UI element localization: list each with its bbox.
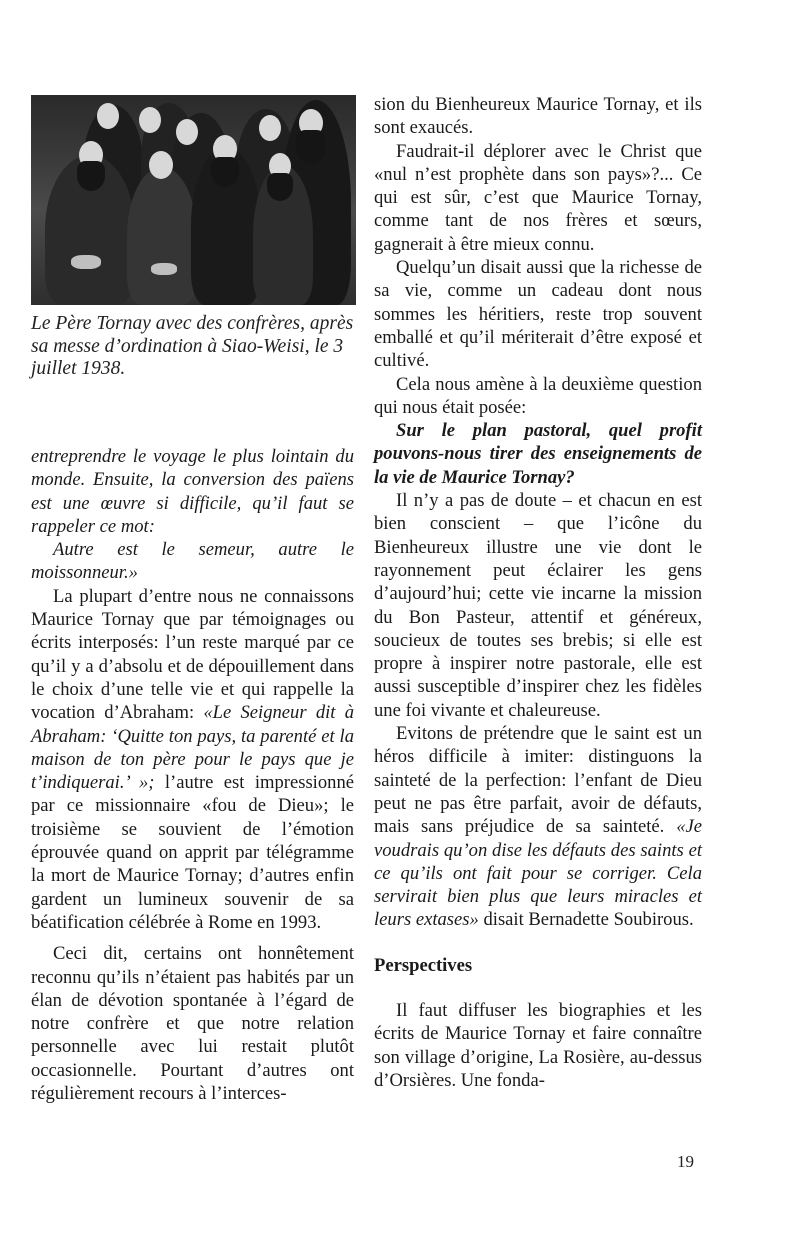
text-run: l’autre est impressionné par ce missionnaire «fou de Dieu»; le troisième se souvient de l’émotion éprouvée quand on apprit par télégramme la mort de Maurice Tornay; d’autres enfin gardent un lumineux souvenir de sa béatification célébrée à Rome en 1993.	[31, 772, 354, 933]
paragraph: Cela nous amène à la deuxième question qui nous était posée:	[374, 373, 702, 418]
paragraph: Ceci dit, certains ont honnêtement reconnu qu’ils n’étaient pas habités par un élan de dévotion spontanée à l’égard de notre confrère et que notre relation personnelle avec lui restait plutôt occasionnelle. Pourtant d’autres ont régulièrement recours à l’interces-	[31, 943, 354, 1105]
paragraph: entreprendre le voyage le plus lointain du monde. Ensuite, la conversion des païens est une œuvre si difficile, qu’il faut se rappeler ce mot:	[31, 446, 354, 537]
paragraph: Quelqu’un disait aussi que la richesse de sa vie, comme un cadeau dont nous sommes les héritiers, reste trop souvent emballé et qu’il mériterait d’être exposé et cultivé.	[374, 257, 702, 372]
abraham-quote: «Le Seigneur dit à Abraham: ‘Quitte ton pays, ta parenté et la maison de ton père pour le pays que je t’indiquerai.’ »;	[31, 702, 354, 794]
paragraph: Il n’y a pas de doute – et chacun en est bien conscient – que l’icône du Bienheureux illustre une vie dont le rayonnement peut éclairer les gens d’aujourd’hui; cette vie incarne la mission du Bon Pasteur, attentif et généreux, soucieux de toutes ses brebis; si elle est propre à inspirer notre pastorale, elle est aussi susceptible d’inspirer chez les fidèles une foi vivante et chaleureuse.	[374, 490, 702, 721]
text-run: disait Bernadette Soubirous.	[478, 909, 694, 931]
right-column	[374, 93, 702, 1092]
paragraph: Il faut diffuser les biographies et les écrits de Maurice Tornay et faire connaître son village d’origine, La Rosière, au-dessus d’Orsières. Une fonda-	[374, 999, 702, 1091]
left-column	[31, 445, 354, 1105]
paragraph: Faudrait-il déplorer avec le Christ que «nul n’est prophète dans son pays»?... Ce qui est sûr, c’est que Maurice Tornay, comme tant de nos frères et sœurs, gagnerait à être mieux connu.	[374, 140, 702, 255]
section-heading: Perspectives	[374, 954, 473, 976]
bernadette-quote: «Je voudrais qu’on dise les défauts des saints et ce qu’ils ont fait pour se corriger. Cela servirait bien plus que leurs miracles et leurs extases»	[374, 816, 702, 931]
quote: Autre est le semeur, autre le moissonneur.»	[31, 539, 354, 584]
paragraph	[31, 585, 354, 934]
photo-caption: Le Père Tornay avec des confrères, après sa messe d’ordination à Siao-Weisi, le 3 juillet 1938.	[31, 313, 354, 379]
text-run: La plupart d’entre nous ne connaissons Maurice Tornay que par témoignages ou écrits interposés: l’un reste marqué par ce qu’il y a d’absolu et de dépouillement dans le choix d’une telle vie et qui rappelle la vocation d’Abraham:	[31, 585, 354, 724]
group-photo-image	[31, 95, 356, 305]
text-run: Evitons de prétendre que le saint est un héros difficile à imiter: distinguons la sainteté de la perfection: l’enfant de Dieu peut ne pas être parfait, avoir de défauts, mais sans préjudice de sa sainteté.	[374, 723, 702, 838]
section-question: Sur le plan pastoral, quel profit pouvons-nous tirer des enseignements de la vie de Maurice Tornay?	[374, 420, 702, 488]
paragraph	[374, 722, 702, 932]
paragraph: sion du Bienheureux Maurice Tornay, et ils sont exaucés.	[374, 94, 702, 139]
page-number: 19	[677, 1152, 694, 1171]
